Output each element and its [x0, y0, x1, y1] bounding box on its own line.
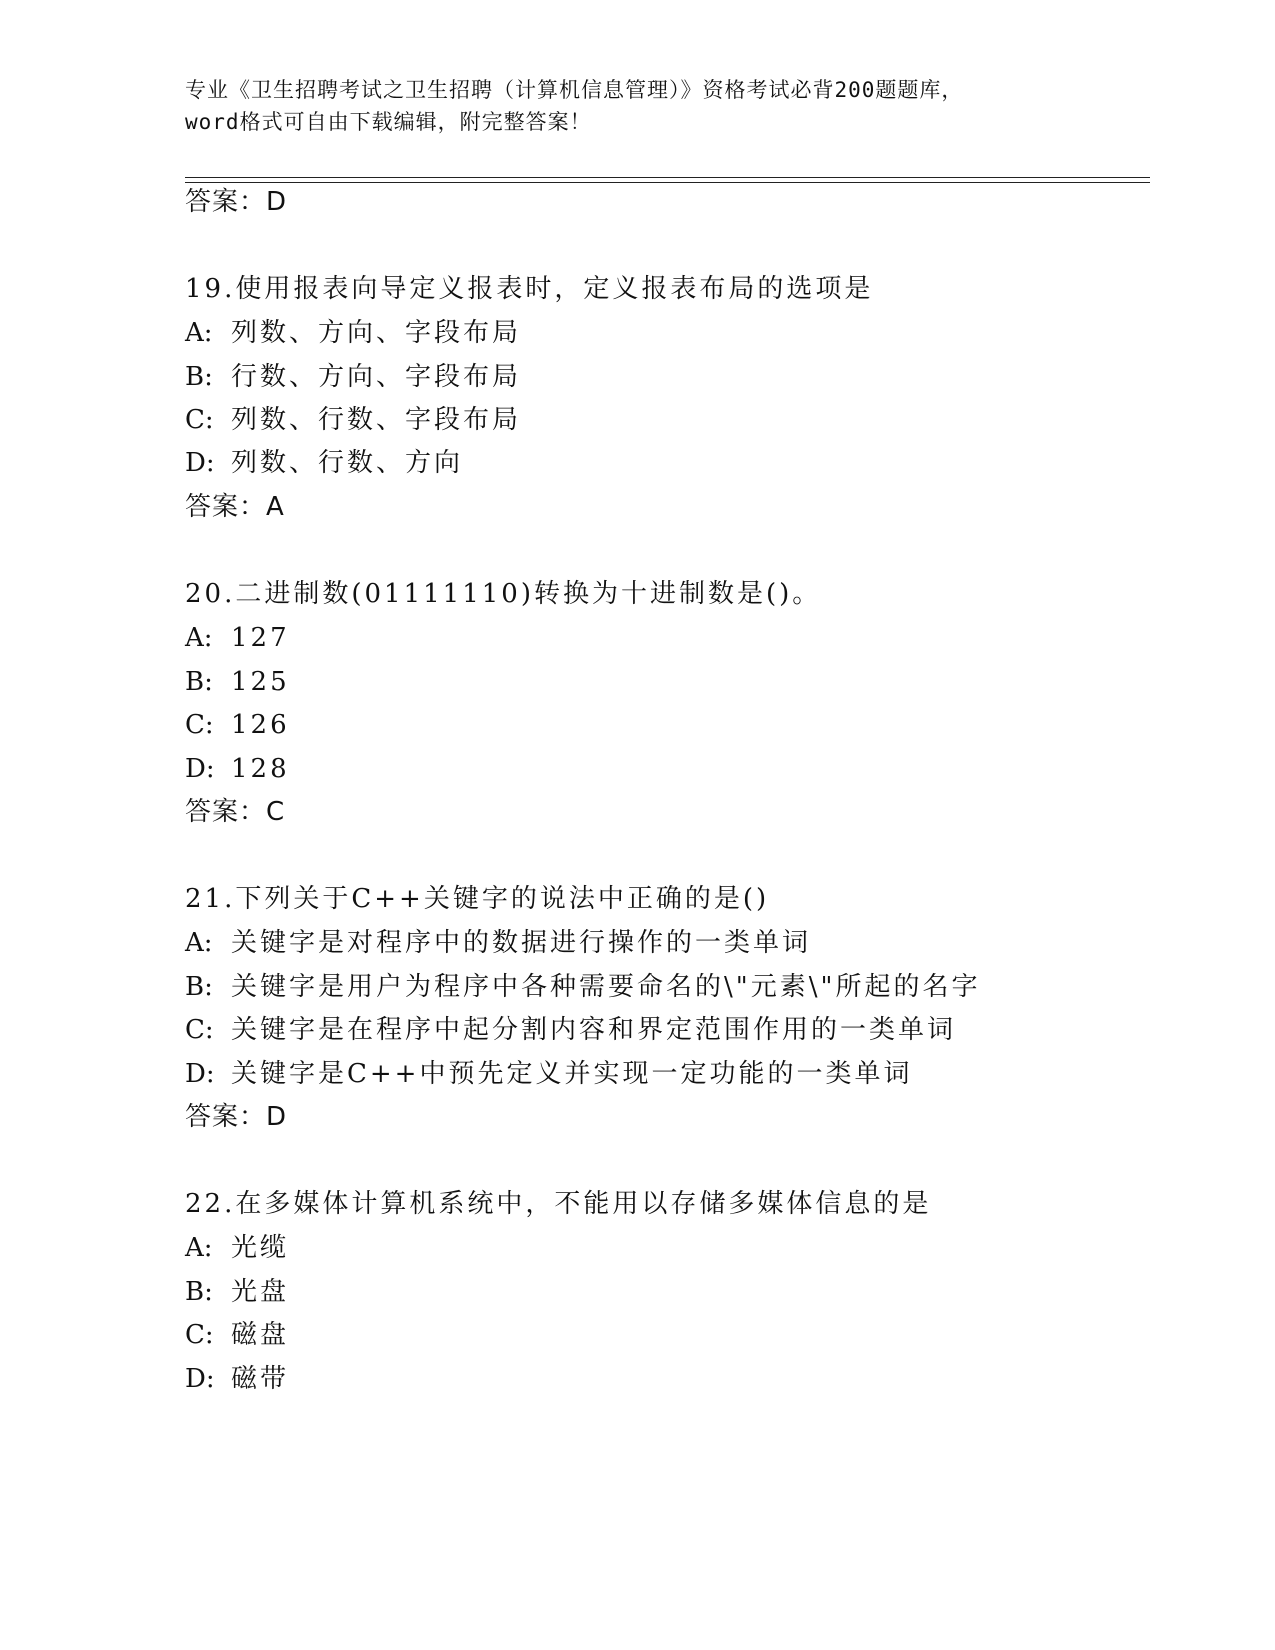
question-19-answer: 答案：A — [185, 492, 285, 522]
option-label: B: — [185, 362, 213, 392]
option-text: 列数、方向、字段布局 — [231, 318, 522, 348]
option-label: C: — [185, 710, 214, 740]
question-21-stem: 21.下列关于C++关键字的说法中正确的是() — [185, 884, 770, 914]
question-22-stem: 22.在多媒体计算机系统中，不能用以存储多媒体信息的是 — [185, 1189, 932, 1219]
option-text: 128 — [231, 754, 290, 784]
option-text: 关键字是用户为程序中各种需要命名的\"元素\"所起的名字 — [231, 972, 981, 1002]
option-label: C: — [185, 1015, 214, 1045]
previous-answer: 答案：D — [185, 187, 288, 217]
option-text: 行数、方向、字段布局 — [231, 362, 522, 392]
question-19-option-d — [185, 446, 463, 480]
option-label: A: — [185, 318, 213, 348]
option-label: D: — [185, 1364, 215, 1394]
option-text: 磁盘 — [231, 1320, 290, 1350]
option-text: 126 — [231, 710, 290, 740]
question-20-option-b — [185, 665, 290, 699]
option-text: 关键字是对程序中的数据进行操作的一类单词 — [231, 928, 812, 958]
option-label: B: — [185, 972, 213, 1002]
question-22-option-a — [185, 1231, 289, 1265]
header-line-1: 专业《卫生招聘考试之卫生招聘（计算机信息管理）》资格考试必背200题题库， — [185, 78, 964, 102]
question-21-option-b — [185, 970, 980, 1004]
question-21-answer: 答案：D — [185, 1102, 288, 1132]
question-20-option-d — [185, 752, 290, 786]
question-22-option-b — [185, 1275, 289, 1309]
question-19-option-b — [185, 360, 521, 394]
option-text: 光盘 — [231, 1277, 290, 1307]
question-21-option-d — [185, 1057, 912, 1091]
option-text: 关键字是在程序中起分割内容和界定范围作用的一类单词 — [231, 1015, 957, 1045]
option-label: D: — [185, 754, 215, 784]
option-label: D: — [185, 1059, 215, 1089]
option-label: A: — [185, 1233, 213, 1263]
option-label: C: — [185, 405, 214, 435]
question-20-stem: 20.二进制数(01111110)转换为十进制数是()。 — [185, 579, 822, 609]
header-rule-top — [185, 177, 1150, 178]
option-label: D: — [185, 448, 215, 478]
document-header — [185, 74, 1085, 138]
option-text: 磁带 — [231, 1364, 290, 1394]
header-line-2: word格式可自由下载编辑，附完整答案！ — [185, 110, 592, 134]
question-19-stem: 19.使用报表向导定义报表时，定义报表布局的选项是 — [185, 274, 874, 304]
option-label: A: — [185, 928, 213, 958]
option-text: 列数、行数、字段布局 — [231, 405, 522, 435]
option-label: B: — [185, 1277, 213, 1307]
question-20-option-c — [185, 708, 290, 742]
option-text: 关键字是C++中预先定义并实现一定功能的一类单词 — [231, 1059, 913, 1089]
question-19-option-a — [185, 316, 521, 350]
question-21-option-c — [185, 1013, 956, 1047]
question-22-option-c — [185, 1318, 289, 1352]
option-label: C: — [185, 1320, 214, 1350]
question-19-option-c — [185, 403, 521, 437]
option-text: 列数、行数、方向 — [231, 448, 464, 478]
header-rule-bottom — [185, 182, 1150, 183]
question-21-option-a — [185, 926, 811, 960]
option-text: 127 — [231, 623, 290, 653]
option-text: 光缆 — [231, 1233, 290, 1263]
option-label: A: — [185, 623, 213, 653]
question-20-option-a — [185, 621, 290, 655]
question-22-option-d — [185, 1362, 289, 1396]
question-20-answer: 答案：C — [185, 797, 286, 827]
option-text: 125 — [231, 667, 290, 697]
option-label: B: — [185, 667, 213, 697]
